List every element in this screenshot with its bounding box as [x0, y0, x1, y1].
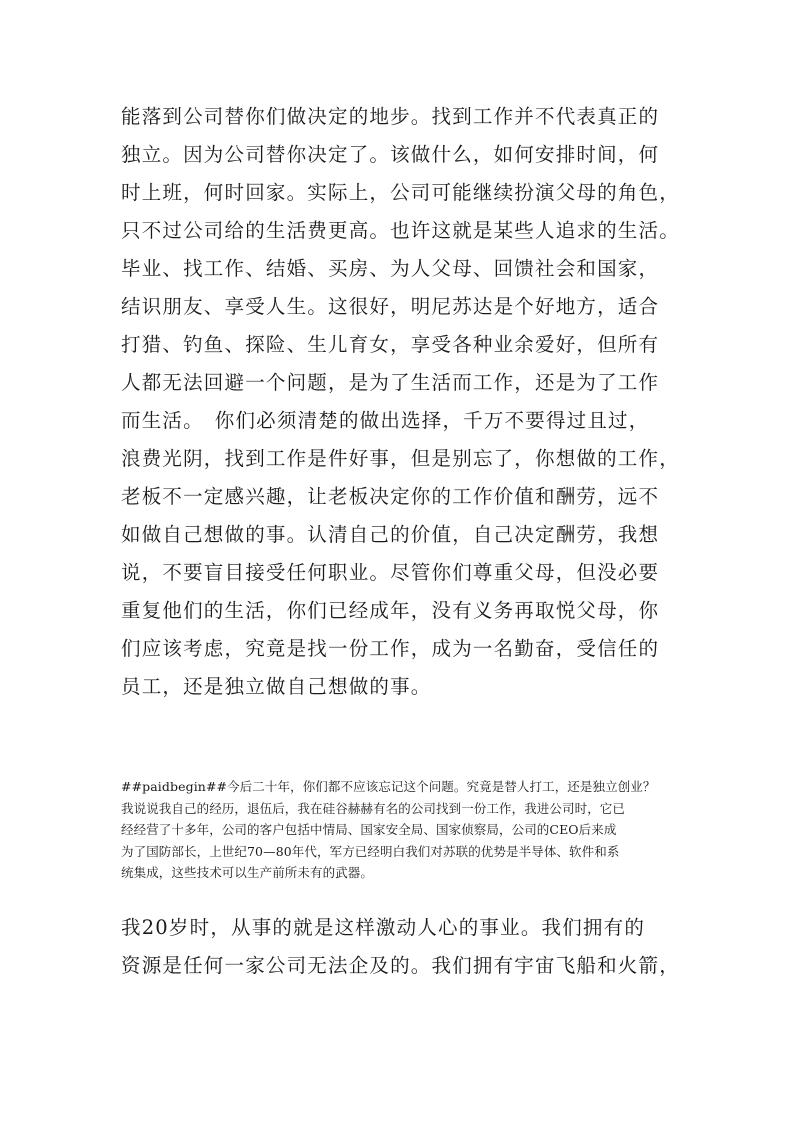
small-text-line: 经经营了十多年，公司的客户包括中情局、国家安全局、国家侦察局，公司的CEO后来成: [121, 822, 617, 837]
text-line: 时上班，何时回家。实际上，公司可能继续扮演父母的角色，: [121, 181, 680, 204]
text-line: 员工，还是独立做自己想做的事。: [121, 675, 432, 698]
text-line: 重复他们的生活，你们已经成年，没有义务再取悦父母，你: [121, 599, 660, 622]
body-paragraph-1: [121, 98, 681, 706]
text-line: 独立。因为公司替你决定了。该做什么，如何安排时间，何: [121, 143, 660, 166]
text-line: 而生活。 你们必须清楚的做出选择，千万不要得过且过，: [121, 409, 650, 432]
small-text-line: 为了国防部长，上世纪70—80年代，军方已经明白我们对苏联的优势是半导体、软件和系: [121, 843, 620, 859]
text-line: 人都无法回避一个问题，是为了生活而工作，还是为了工作: [121, 371, 660, 394]
text-line: 老板不一定感兴趣，让老板决定你的工作价值和酬劳，远不: [121, 485, 660, 508]
body-paragraph-3: [121, 909, 681, 985]
text-line: 打猎、钓鱼、探险、生儿育女，享受各种业余爱好，但所有: [121, 333, 660, 356]
small-text-line: 统集成，这些技术可以生产前所未有的武器。: [121, 865, 374, 880]
text-line: 资源是任何一家公司无法企及的。我们拥有宇宙飞船和火箭，: [121, 954, 680, 977]
text-line: 们应该考虑，究竟是找一份工作，成为一名勤奋，受信任的: [121, 637, 660, 660]
small-text-line: 我说说我自己的经历，退伍后，我在硅谷赫赫有名的公司找到一份工作，我进公司时，它已: [121, 800, 626, 816]
text-line: 只不过公司给的生活费更高。也许这就是某些人追求的生活。: [121, 219, 680, 242]
small-text-line: ##paidbegin##今后二十年，你们都不应该忘记这个问题。究竟是替人打工，还是独立创业？: [121, 779, 656, 794]
text-line: 说，不要盲目接受任何职业。尽管你们尊重父母，但没必要: [121, 561, 660, 584]
text-line: 我20岁时，从事的就是这样激动人心的事业。我们拥有的: [121, 916, 646, 939]
text-line: 结识朋友、享受人生。这很好，明尼苏达是个好地方，适合: [121, 295, 660, 318]
small-print-paragraph: [121, 776, 681, 884]
text-line: 毕业、找工作、结婚、买房、为人父母、回馈社会和国家，: [121, 257, 660, 280]
text-line: 能落到公司替你们做决定的地步。找到工作并不代表真正的: [121, 105, 660, 128]
text-line: 浪费光阴，找到工作是件好事，但是别忘了，你想做的工作，: [121, 447, 680, 470]
text-line: 如做自己想做的事。认清自己的价值，自己决定酬劳，我想: [121, 523, 660, 546]
